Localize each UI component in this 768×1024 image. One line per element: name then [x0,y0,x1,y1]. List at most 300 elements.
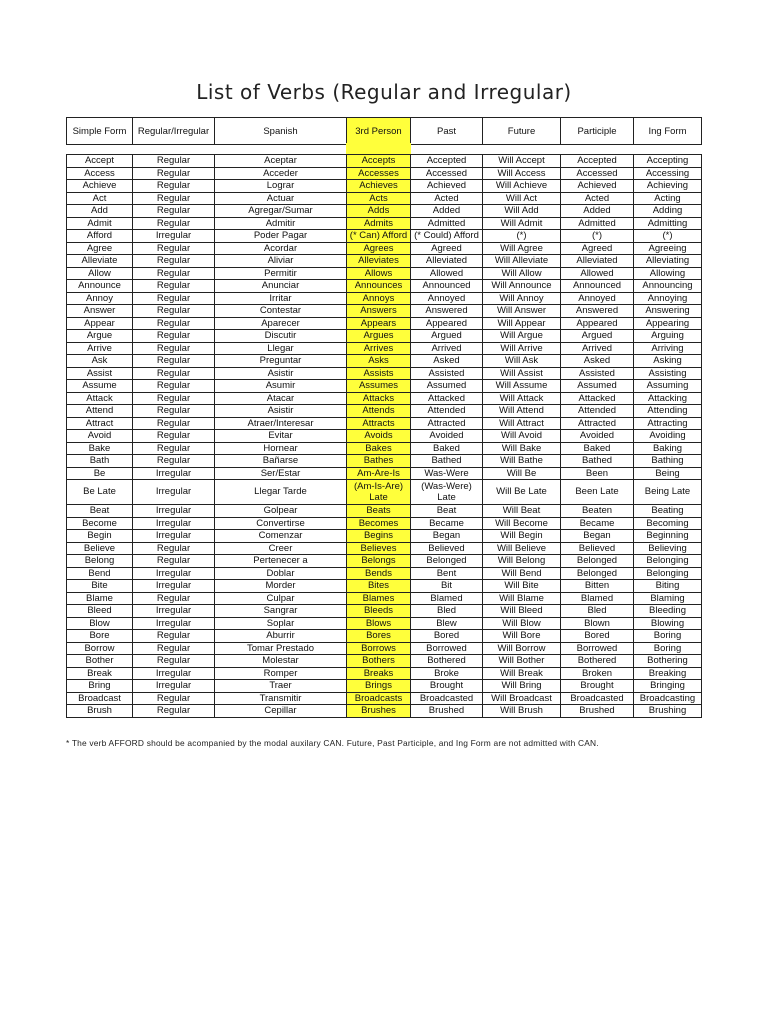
cell-3rd-person: Bends [347,567,411,580]
cell-spanish: Soplar [215,617,347,630]
cell-ing-form: Arriving [634,342,702,355]
header-table [66,117,702,145]
table-row [67,255,702,268]
table-row [67,655,702,668]
cell-spanish: Sangrar [215,605,347,618]
table-row [67,267,702,280]
cell-regular-irregular: Regular [133,692,215,705]
table-row [67,305,702,318]
cell-regular-irregular: Regular [133,630,215,643]
cell-ing-form: Appearing [634,317,702,330]
cell-future: Will Assist [483,367,561,380]
cell-spanish: Llegar Tarde [215,480,347,505]
header-row [67,118,702,145]
cell-regular-irregular: Irregular [133,517,215,530]
cell-past: Appeared [411,317,483,330]
cell-ing-form: Accessing [634,167,702,180]
table-row [67,630,702,643]
cell-regular-irregular: Regular [133,655,215,668]
cell-regular-irregular: Regular [133,155,215,168]
cell-regular-irregular: Regular [133,642,215,655]
cell-simple-form: Bore [67,630,133,643]
cell-simple-form: Attract [67,417,133,430]
cell-future: Will Achieve [483,180,561,193]
table-row [67,355,702,368]
cell-regular-irregular: Irregular [133,467,215,480]
cell-ing-form: Beating [634,505,702,518]
cell-past: (* Could) Afford [411,230,483,243]
cell-spanish: Cepillar [215,705,347,718]
cell-simple-form: Believe [67,542,133,555]
cell-simple-form: Bend [67,567,133,580]
cell-participle: Attracted [561,417,634,430]
cell-3rd-person: Announces [347,280,411,293]
cell-3rd-person: Belongs [347,555,411,568]
header-3rd-person: 3rd Person [347,118,411,145]
cell-ing-form: Belonging [634,555,702,568]
cell-future: Will Bother [483,655,561,668]
table-row [67,667,702,680]
cell-3rd-person: Broadcasts [347,692,411,705]
cell-participle: Beaten [561,505,634,518]
cell-ing-form: Attacking [634,392,702,405]
cell-3rd-person: Bathes [347,455,411,468]
cell-participle: Blamed [561,592,634,605]
cell-participle: Bitten [561,580,634,593]
cell-regular-irregular: Regular [133,317,215,330]
cell-participle: Been Late [561,480,634,505]
cell-participle: Appeared [561,317,634,330]
table-row [67,580,702,593]
cell-future: Will Believe [483,542,561,555]
table-row [67,517,702,530]
cell-past: Accessed [411,167,483,180]
cell-ing-form: Avoiding [634,430,702,443]
cell-ing-form: Alleviating [634,255,702,268]
cell-future: Will Bite [483,580,561,593]
header-spanish: Spanish [215,118,347,145]
cell-spanish: Aliviar [215,255,347,268]
cell-past: Avoided [411,430,483,443]
table-row [67,592,702,605]
cell-participle: Allowed [561,267,634,280]
cell-spanish: Traer [215,680,347,693]
cell-simple-form: Accept [67,155,133,168]
cell-ing-form: Boring [634,642,702,655]
table-row [67,380,702,393]
cell-past: Acted [411,192,483,205]
cell-3rd-person: Believes [347,542,411,555]
cell-regular-irregular: Irregular [133,480,215,505]
cell-3rd-person: Blames [347,592,411,605]
cell-regular-irregular: Irregular [133,680,215,693]
cell-simple-form: Attack [67,392,133,405]
cell-past: Broke [411,667,483,680]
cell-3rd-person: Attacks [347,392,411,405]
cell-ing-form: Bringing [634,680,702,693]
header-future: Future [483,118,561,145]
cell-3rd-person: Asks [347,355,411,368]
cell-simple-form: Attend [67,405,133,418]
cell-regular-irregular: Regular [133,367,215,380]
footnote: * The verb AFFORD should be acompanied by the modal auxilary CAN. Future, Past Participle, and Ing Form are not admitted with CAN. [66,738,599,748]
page-title: List of Verbs (Regular and Irregular) [196,80,572,104]
cell-simple-form: Act [67,192,133,205]
table-row [67,567,702,580]
cell-past: Bathed [411,455,483,468]
cell-regular-irregular: Regular [133,305,215,318]
cell-3rd-person: Admits [347,217,411,230]
cell-future: Will Avoid [483,430,561,443]
cell-participle: Avoided [561,430,634,443]
table-row [67,330,702,343]
cell-future: Will Access [483,167,561,180]
cell-past: Brought [411,680,483,693]
cell-ing-form: Attending [634,405,702,418]
cell-3rd-person: Brushes [347,705,411,718]
cell-past: Assumed [411,380,483,393]
cell-ing-form: Bothering [634,655,702,668]
cell-simple-form: Allow [67,267,133,280]
cell-past: Accepted [411,155,483,168]
cell-past: Bored [411,630,483,643]
cell-past: Arrived [411,342,483,355]
cell-participle: Assisted [561,367,634,380]
cell-3rd-person: Achieves [347,180,411,193]
cell-future: Will Annoy [483,292,561,305]
cell-simple-form: Arrive [67,342,133,355]
cell-3rd-person: Bakes [347,442,411,455]
cell-3rd-person: Agrees [347,242,411,255]
cell-participle: Answered [561,305,634,318]
cell-participle: Believed [561,542,634,555]
cell-regular-irregular: Irregular [133,230,215,243]
cell-ing-form: Announcing [634,280,702,293]
cell-simple-form: Agree [67,242,133,255]
cell-simple-form: Broadcast [67,692,133,705]
cell-regular-irregular: Regular [133,192,215,205]
table-row [67,455,702,468]
table-row [67,192,702,205]
cell-regular-irregular: Regular [133,430,215,443]
cell-spanish: Golpear [215,505,347,518]
cell-spanish: Doblar [215,567,347,580]
cell-past: Alleviated [411,255,483,268]
cell-participle: Blown [561,617,634,630]
cell-3rd-person: Borrows [347,642,411,655]
cell-past: Beat [411,505,483,518]
cell-future: Will Bake [483,442,561,455]
cell-3rd-person: Bores [347,630,411,643]
cell-regular-irregular: Regular [133,392,215,405]
cell-past: Attended [411,405,483,418]
cell-future: Will Assume [483,380,561,393]
cell-past: Bothered [411,655,483,668]
cell-3rd-person: Arrives [347,342,411,355]
cell-participle: Annoyed [561,292,634,305]
cell-past: Became [411,517,483,530]
table-row [67,617,702,630]
cell-simple-form: Be Late [67,480,133,505]
cell-3rd-person: Argues [347,330,411,343]
cell-spanish: Lograr [215,180,347,193]
cell-future: Will Agree [483,242,561,255]
cell-ing-form: Blaming [634,592,702,605]
cell-regular-irregular: Regular [133,355,215,368]
cell-future: Will Add [483,205,561,218]
cell-future: Will Attract [483,417,561,430]
cell-3rd-person: Assumes [347,380,411,393]
cell-spanish: Convertirse [215,517,347,530]
cell-ing-form: Annoying [634,292,702,305]
cell-regular-irregular: Regular [133,167,215,180]
cell-ing-form: Breaking [634,667,702,680]
cell-future: Will Bathe [483,455,561,468]
cell-future: Will Appear [483,317,561,330]
cell-simple-form: Bite [67,580,133,593]
cell-future: Will Act [483,192,561,205]
table-row [67,242,702,255]
cell-ing-form: Achieving [634,180,702,193]
cell-participle: Agreed [561,242,634,255]
cell-spanish: Aparecer [215,317,347,330]
cell-past: Broadcasted [411,692,483,705]
cell-participle: Bathed [561,455,634,468]
cell-simple-form: Bring [67,680,133,693]
cell-participle: Assumed [561,380,634,393]
cell-future: Will Attend [483,405,561,418]
table-row [67,342,702,355]
table-row [67,605,702,618]
cell-spanish: Evitar [215,430,347,443]
cell-participle: Began [561,530,634,543]
cell-future: Will Be [483,467,561,480]
cell-past: Was-Were [411,467,483,480]
cell-regular-irregular: Irregular [133,667,215,680]
cell-participle: Arrived [561,342,634,355]
cell-participle: Admitted [561,217,634,230]
cell-regular-irregular: Irregular [133,605,215,618]
cell-spanish: Admitir [215,217,347,230]
cell-participle: Added [561,205,634,218]
cell-ing-form: Allowing [634,267,702,280]
cell-simple-form: Assume [67,380,133,393]
cell-future: Will Announce [483,280,561,293]
cell-past: Believed [411,542,483,555]
cell-spanish: Acordar [215,242,347,255]
cell-spanish: Preguntar [215,355,347,368]
cell-ing-form: Adding [634,205,702,218]
cell-3rd-person: Becomes [347,517,411,530]
table-row [67,542,702,555]
cell-ing-form: Bathing [634,455,702,468]
cell-ing-form: Assuming [634,380,702,393]
cell-spanish: Anunciar [215,280,347,293]
cell-simple-form: Become [67,517,133,530]
cell-spanish: Llegar [215,342,347,355]
cell-future: Will Bleed [483,605,561,618]
cell-future: Will Accept [483,155,561,168]
cell-participle: Argued [561,330,634,343]
cell-3rd-person: Accesses [347,167,411,180]
cell-future: Will Become [483,517,561,530]
cell-future: Will Arrive [483,342,561,355]
highlight-column-gap [346,143,411,154]
cell-3rd-person: Appears [347,317,411,330]
cell-regular-irregular: Irregular [133,530,215,543]
cell-ing-form: Assisting [634,367,702,380]
table-row [67,442,702,455]
cell-future: Will Blame [483,592,561,605]
cell-participle: Attacked [561,392,634,405]
cell-ing-form: Bleeding [634,605,702,618]
cell-simple-form: Break [67,667,133,680]
cell-simple-form: Bake [67,442,133,455]
cell-ing-form: Boring [634,630,702,643]
table-row [67,367,702,380]
cell-simple-form: Borrow [67,642,133,655]
cell-3rd-person: Attends [347,405,411,418]
cell-past: Attracted [411,417,483,430]
cell-past: Blew [411,617,483,630]
cell-past: Admitted [411,217,483,230]
cell-future: Will Bring [483,680,561,693]
cell-simple-form: Achieve [67,180,133,193]
table-row [67,230,702,243]
cell-participle: Accepted [561,155,634,168]
table-row [67,705,702,718]
cell-regular-irregular: Irregular [133,505,215,518]
cell-regular-irregular: Regular [133,705,215,718]
cell-3rd-person: Adds [347,205,411,218]
cell-participle: Asked [561,355,634,368]
cell-regular-irregular: Regular [133,380,215,393]
cell-simple-form: Belong [67,555,133,568]
cell-participle: Been [561,467,634,480]
cell-future: Will Attack [483,392,561,405]
cell-simple-form: Appear [67,317,133,330]
cell-participle: Acted [561,192,634,205]
cell-ing-form: Being Late [634,480,702,505]
cell-future: Will Break [483,667,561,680]
cell-regular-irregular: Regular [133,417,215,430]
table-row [67,180,702,193]
cell-participle: Baked [561,442,634,455]
cell-3rd-person: (* Can) Afford [347,230,411,243]
cell-3rd-person: Bothers [347,655,411,668]
cell-3rd-person: Annoys [347,292,411,305]
cell-past: Achieved [411,180,483,193]
cell-future: Will Argue [483,330,561,343]
cell-future: Will Beat [483,505,561,518]
cell-ing-form: Biting [634,580,702,593]
cell-future: Will Blow [483,617,561,630]
cell-participle: Belonged [561,567,634,580]
cell-regular-irregular: Regular [133,542,215,555]
header-regular-irregular: Regular/Irregular [133,118,215,145]
cell-future: Will Bore [483,630,561,643]
header-ing-form: Ing Form [634,118,702,145]
table-row [67,642,702,655]
cell-ing-form: Agreeing [634,242,702,255]
cell-3rd-person: Blows [347,617,411,630]
table-row [67,505,702,518]
cell-spanish: Discutir [215,330,347,343]
table-row [67,680,702,693]
cell-spanish: Aburrir [215,630,347,643]
cell-spanish: Romper [215,667,347,680]
cell-simple-form: Announce [67,280,133,293]
cell-past: Agreed [411,242,483,255]
cell-regular-irregular: Regular [133,592,215,605]
cell-regular-irregular: Regular [133,555,215,568]
cell-past: Bit [411,580,483,593]
cell-past: Argued [411,330,483,343]
cell-simple-form: Bleed [67,605,133,618]
cell-regular-irregular: Regular [133,442,215,455]
cell-ing-form: Accepting [634,155,702,168]
header-participle: Participle [561,118,634,145]
cell-spanish: Bañarse [215,455,347,468]
table-row [67,167,702,180]
cell-spanish: Hornear [215,442,347,455]
cell-past: Announced [411,280,483,293]
table-row [67,692,702,705]
cell-future: Will Broadcast [483,692,561,705]
cell-3rd-person: Alleviates [347,255,411,268]
cell-3rd-person: Acts [347,192,411,205]
cell-regular-irregular: Regular [133,267,215,280]
cell-participle: Broken [561,667,634,680]
cell-future: Will Ask [483,355,561,368]
table-row [67,155,702,168]
cell-3rd-person: Allows [347,267,411,280]
verbs-table [66,154,702,718]
cell-ing-form: Acting [634,192,702,205]
cell-spanish: Comenzar [215,530,347,543]
cell-future: Will Borrow [483,642,561,655]
cell-simple-form: Begin [67,530,133,543]
cell-3rd-person: Am-Are-Is [347,467,411,480]
cell-3rd-person: Begins [347,530,411,543]
cell-future: (*) [483,230,561,243]
cell-spanish: Culpar [215,592,347,605]
cell-future: Will Brush [483,705,561,718]
cell-simple-form: Annoy [67,292,133,305]
cell-participle: Belonged [561,555,634,568]
cell-regular-irregular: Regular [133,280,215,293]
cell-spanish: Asistir [215,405,347,418]
table-row [67,467,702,480]
table-row [67,530,702,543]
cell-past: Annoyed [411,292,483,305]
cell-spanish: Atraer/Interesar [215,417,347,430]
cell-regular-irregular: Regular [133,255,215,268]
cell-spanish: Creer [215,542,347,555]
cell-ing-form: (*) [634,230,702,243]
cell-ing-form: Arguing [634,330,702,343]
cell-past: Baked [411,442,483,455]
cell-participle: Accessed [561,167,634,180]
cell-3rd-person: Bites [347,580,411,593]
cell-simple-form: Bath [67,455,133,468]
cell-spanish: Morder [215,580,347,593]
cell-spanish: Acceder [215,167,347,180]
cell-simple-form: Blame [67,592,133,605]
cell-participle: Bled [561,605,634,618]
cell-3rd-person: Avoids [347,430,411,443]
table-row [67,280,702,293]
